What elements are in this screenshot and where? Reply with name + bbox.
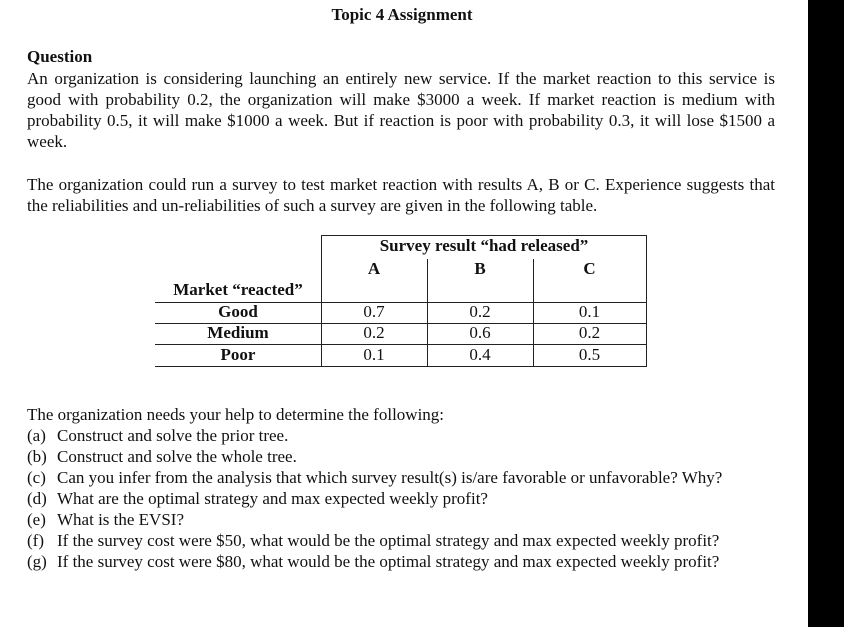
list-item — [27, 446, 775, 467]
table-cell: 0.4 — [469, 345, 491, 364]
list-item — [27, 551, 775, 572]
list-item — [27, 530, 775, 551]
column-header-c: C — [583, 259, 596, 278]
row-label-medium: Medium — [207, 323, 269, 342]
table-cell: 0.7 — [363, 302, 385, 321]
table-cell: 0.1 — [363, 345, 385, 364]
list-item — [27, 488, 775, 509]
column-header-a: A — [367, 259, 381, 278]
task-text: What are the optimal strategy and max expected weekly profit? — [57, 489, 488, 508]
task-label: (e) — [27, 510, 46, 529]
market-reacted-header: Market “reacted” — [173, 280, 303, 299]
table-cell: 0.1 — [578, 302, 601, 321]
problem-paragraph: An organization is considering launching an entirely new service. If the market reaction to this service is good with probability 0.2, the organization will make $3000 a week. If market reaction is medium with probability 0.5, it will make $1000 a week. But if reaction is poor with probability 0.3, it will lose $1500 a week. — [27, 69, 775, 151]
survey-paragraph: The organization could run a survey to test market reaction with results A, B or C. Experience suggests that the reliabilities and un-reliabilities of such a survey are given in the following table. — [27, 175, 775, 215]
task-text: Can you infer from the analysis that which survey result(s) is/are favorable or unfavorable? Why? — [57, 468, 723, 487]
task-text: If the survey cost were $80, what would be the optimal strategy and max expected weekly profit? — [57, 552, 720, 571]
table-cell: 0.2 — [469, 302, 491, 321]
row-label-poor: Poor — [220, 345, 256, 364]
list-item — [27, 509, 775, 530]
task-text: If the survey cost were $50, what would be the optimal strategy and max expected weekly profit? — [57, 531, 720, 550]
document-title: Topic 4 Assignment — [331, 5, 473, 24]
table-cell: 0.5 — [578, 345, 601, 364]
question-heading: Question — [27, 47, 93, 66]
window-edge-bar — [808, 0, 844, 627]
task-label: (f) — [27, 531, 44, 550]
task-label: (a) — [27, 426, 46, 445]
table-cell: 0.2 — [578, 323, 601, 342]
task-label: (b) — [27, 447, 47, 466]
task-label: (d) — [27, 489, 47, 508]
list-item — [27, 425, 775, 446]
table-cell: 0.6 — [469, 323, 491, 342]
column-header-b: B — [474, 259, 486, 278]
task-text: What is the EVSI? — [57, 510, 184, 529]
table-cell: 0.2 — [363, 323, 385, 342]
task-label: (g) — [27, 552, 47, 571]
row-label-good: Good — [218, 302, 258, 321]
task-list — [27, 425, 775, 572]
reliability-table — [155, 235, 647, 367]
task-text: Construct and solve the whole tree. — [57, 447, 297, 466]
tasks-intro: The organization needs your help to determine the following: — [27, 405, 445, 424]
task-label: (c) — [27, 468, 46, 487]
survey-result-header: Survey result “had released” — [379, 236, 589, 255]
list-item — [27, 467, 775, 488]
task-text: Construct and solve the prior tree. — [57, 426, 289, 445]
